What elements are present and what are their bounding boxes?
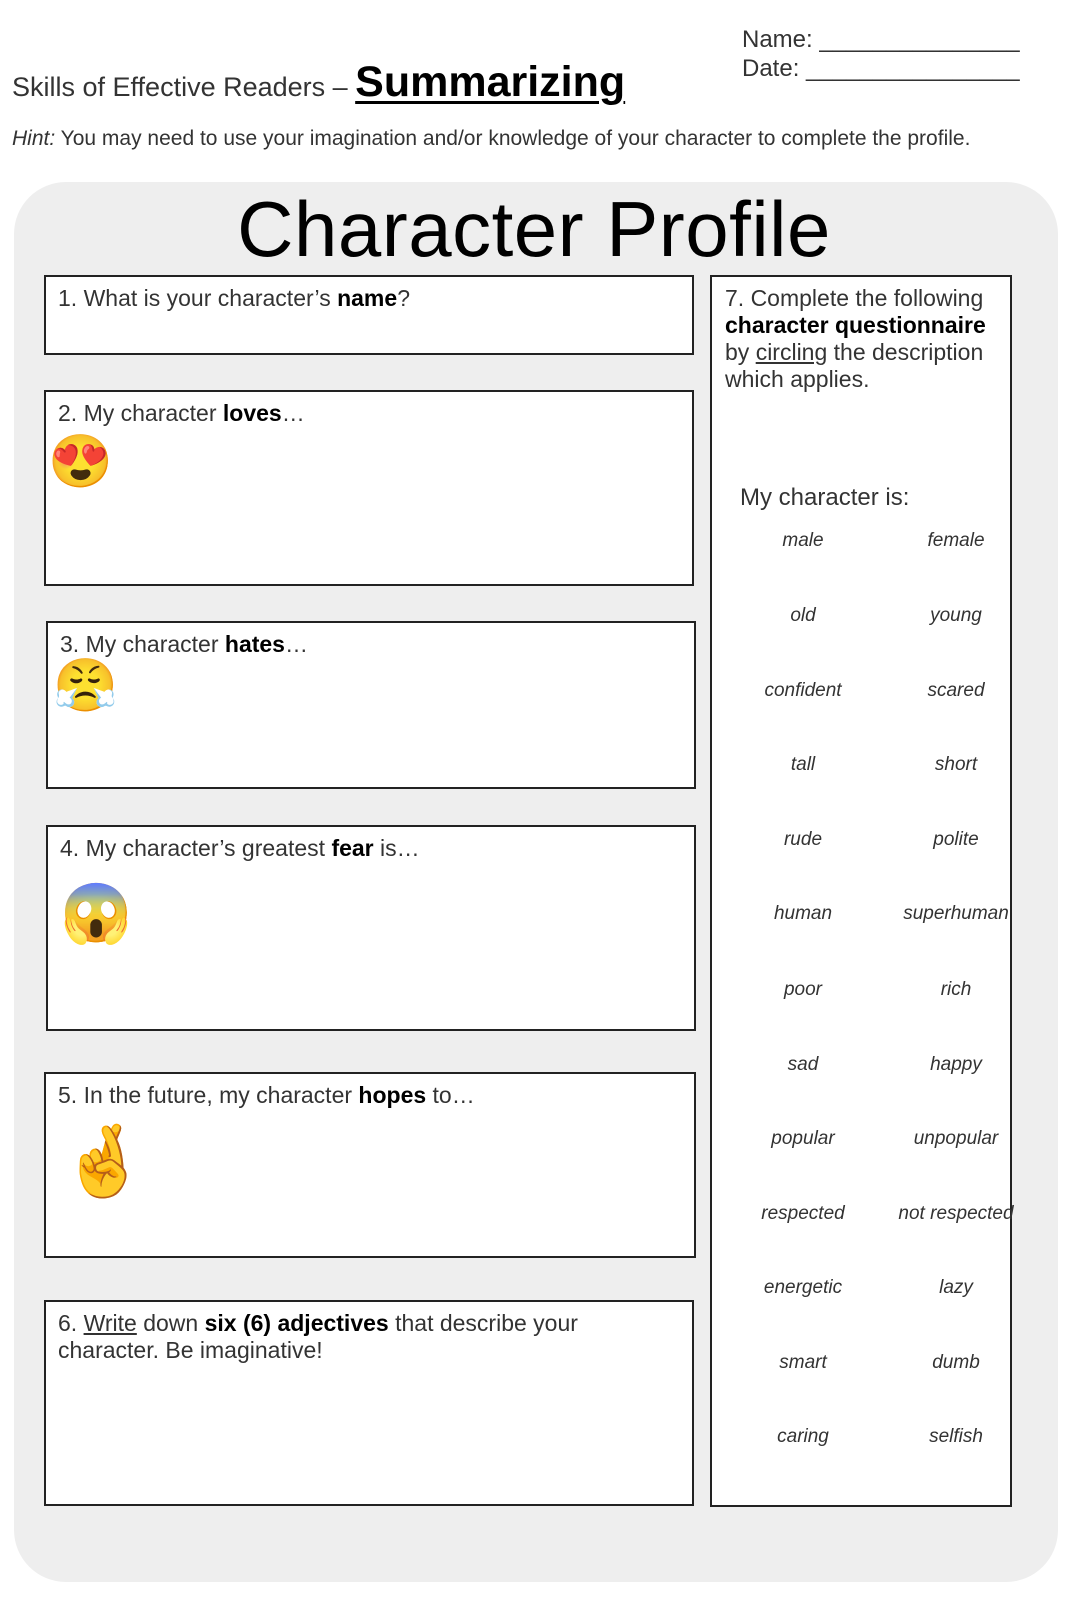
q4-keyword: fear — [331, 835, 374, 861]
option-human[interactable]: human — [773, 903, 833, 924]
option-popular[interactable]: popular — [771, 1128, 835, 1149]
option-poor[interactable]: poor — [783, 979, 823, 1000]
q3-suffix: … — [284, 631, 308, 657]
q1-suffix: ? — [397, 285, 410, 311]
questionnaire-lead: My character is: — [740, 484, 910, 511]
q1-keyword: name — [337, 285, 398, 311]
heart-eyes-emoji-icon: 😍 — [48, 433, 113, 491]
option-young[interactable]: young — [930, 605, 982, 626]
option-smart[interactable]: smart — [779, 1352, 827, 1373]
option-male[interactable]: male — [782, 530, 824, 551]
q7-instructions — [725, 285, 997, 393]
q6-suffix: that describe your character. Be imaginative! — [58, 1310, 578, 1363]
q3-keyword: hates — [224, 631, 285, 657]
option-dumb[interactable]: dumb — [932, 1352, 980, 1373]
questionnaire-box — [710, 275, 1012, 1507]
q2-keyword: loves — [222, 400, 282, 426]
question-loves-box[interactable] — [44, 390, 694, 586]
q3-text: 3. My character — [60, 631, 225, 657]
option-superhuman[interactable]: superhuman — [903, 903, 1009, 924]
q7-keyword: character questionnaire — [725, 312, 986, 338]
option-happy[interactable]: happy — [930, 1054, 982, 1075]
q2-text: 2. My character — [58, 400, 223, 426]
q7-mid: by — [725, 339, 756, 365]
option-caring[interactable]: caring — [777, 1426, 829, 1447]
option-female[interactable]: female — [927, 530, 985, 551]
question-fear-box[interactable] — [46, 825, 696, 1031]
option-unpopular[interactable]: unpopular — [913, 1128, 999, 1149]
option-sad[interactable]: sad — [787, 1054, 819, 1075]
q4-text: 4. My character’s greatest — [60, 835, 332, 861]
option-tall[interactable]: tall — [790, 754, 816, 775]
question-adjectives-box[interactable] — [44, 1300, 694, 1506]
option-selfish[interactable]: selfish — [929, 1426, 983, 1447]
option-lazy[interactable]: lazy — [939, 1277, 973, 1298]
date-field[interactable]: Date: ________________ — [742, 55, 1020, 82]
crossed-fingers-emoji-icon: 🤞 — [60, 1122, 148, 1200]
screaming-face-emoji-icon: 😱 — [60, 881, 133, 946]
q6-number: 6. — [58, 1310, 84, 1336]
option-old[interactable]: old — [790, 605, 816, 626]
q4-suffix: is… — [373, 835, 420, 861]
q7-text: 7. Complete the following — [725, 285, 984, 311]
name-field[interactable]: Name: _______________ — [742, 26, 1020, 53]
option-rude[interactable]: rude — [783, 829, 823, 850]
question-hopes-box[interactable] — [44, 1072, 696, 1258]
angry-face-emoji-icon: 😤 — [53, 657, 118, 715]
option-not-respected[interactable]: not respected — [898, 1203, 1014, 1224]
question-name-box[interactable] — [44, 275, 694, 355]
q2-suffix: … — [281, 400, 305, 426]
q5-suffix: to… — [426, 1082, 475, 1108]
worksheet-subtitle — [12, 58, 625, 107]
q7-suffix: the description which applies. — [725, 339, 984, 392]
hint-text — [12, 127, 970, 151]
q1-text: 1. What is your character’s — [58, 285, 338, 311]
question-hates-box[interactable] — [46, 621, 696, 789]
option-confident[interactable]: confident — [764, 680, 842, 701]
option-rich[interactable]: rich — [940, 979, 972, 1000]
option-scared[interactable]: scared — [927, 680, 985, 701]
hint-body: You may need to use your imagination and/or knowledge of your character to complete the profile. — [55, 127, 971, 150]
q6-underlined-verb: Write — [83, 1310, 137, 1336]
profile-title: Character Profile — [237, 185, 831, 273]
worksheet-title: Summarizing — [355, 58, 626, 106]
q5-text: 5. In the future, my character — [58, 1082, 359, 1108]
q5-keyword: hopes — [358, 1082, 427, 1108]
option-short[interactable]: short — [934, 754, 978, 775]
option-energetic[interactable]: energetic — [763, 1277, 843, 1298]
option-polite[interactable]: polite — [933, 829, 979, 850]
option-respected[interactable]: respected — [761, 1203, 845, 1224]
hint-label: Hint: — [12, 127, 56, 150]
subtitle-text: Skills of Effective Readers – — [12, 72, 348, 102]
q6-text: down — [136, 1310, 205, 1336]
q7-underlined-verb: circling — [755, 339, 828, 365]
q6-keyword: six (6) adjectives — [204, 1310, 389, 1336]
